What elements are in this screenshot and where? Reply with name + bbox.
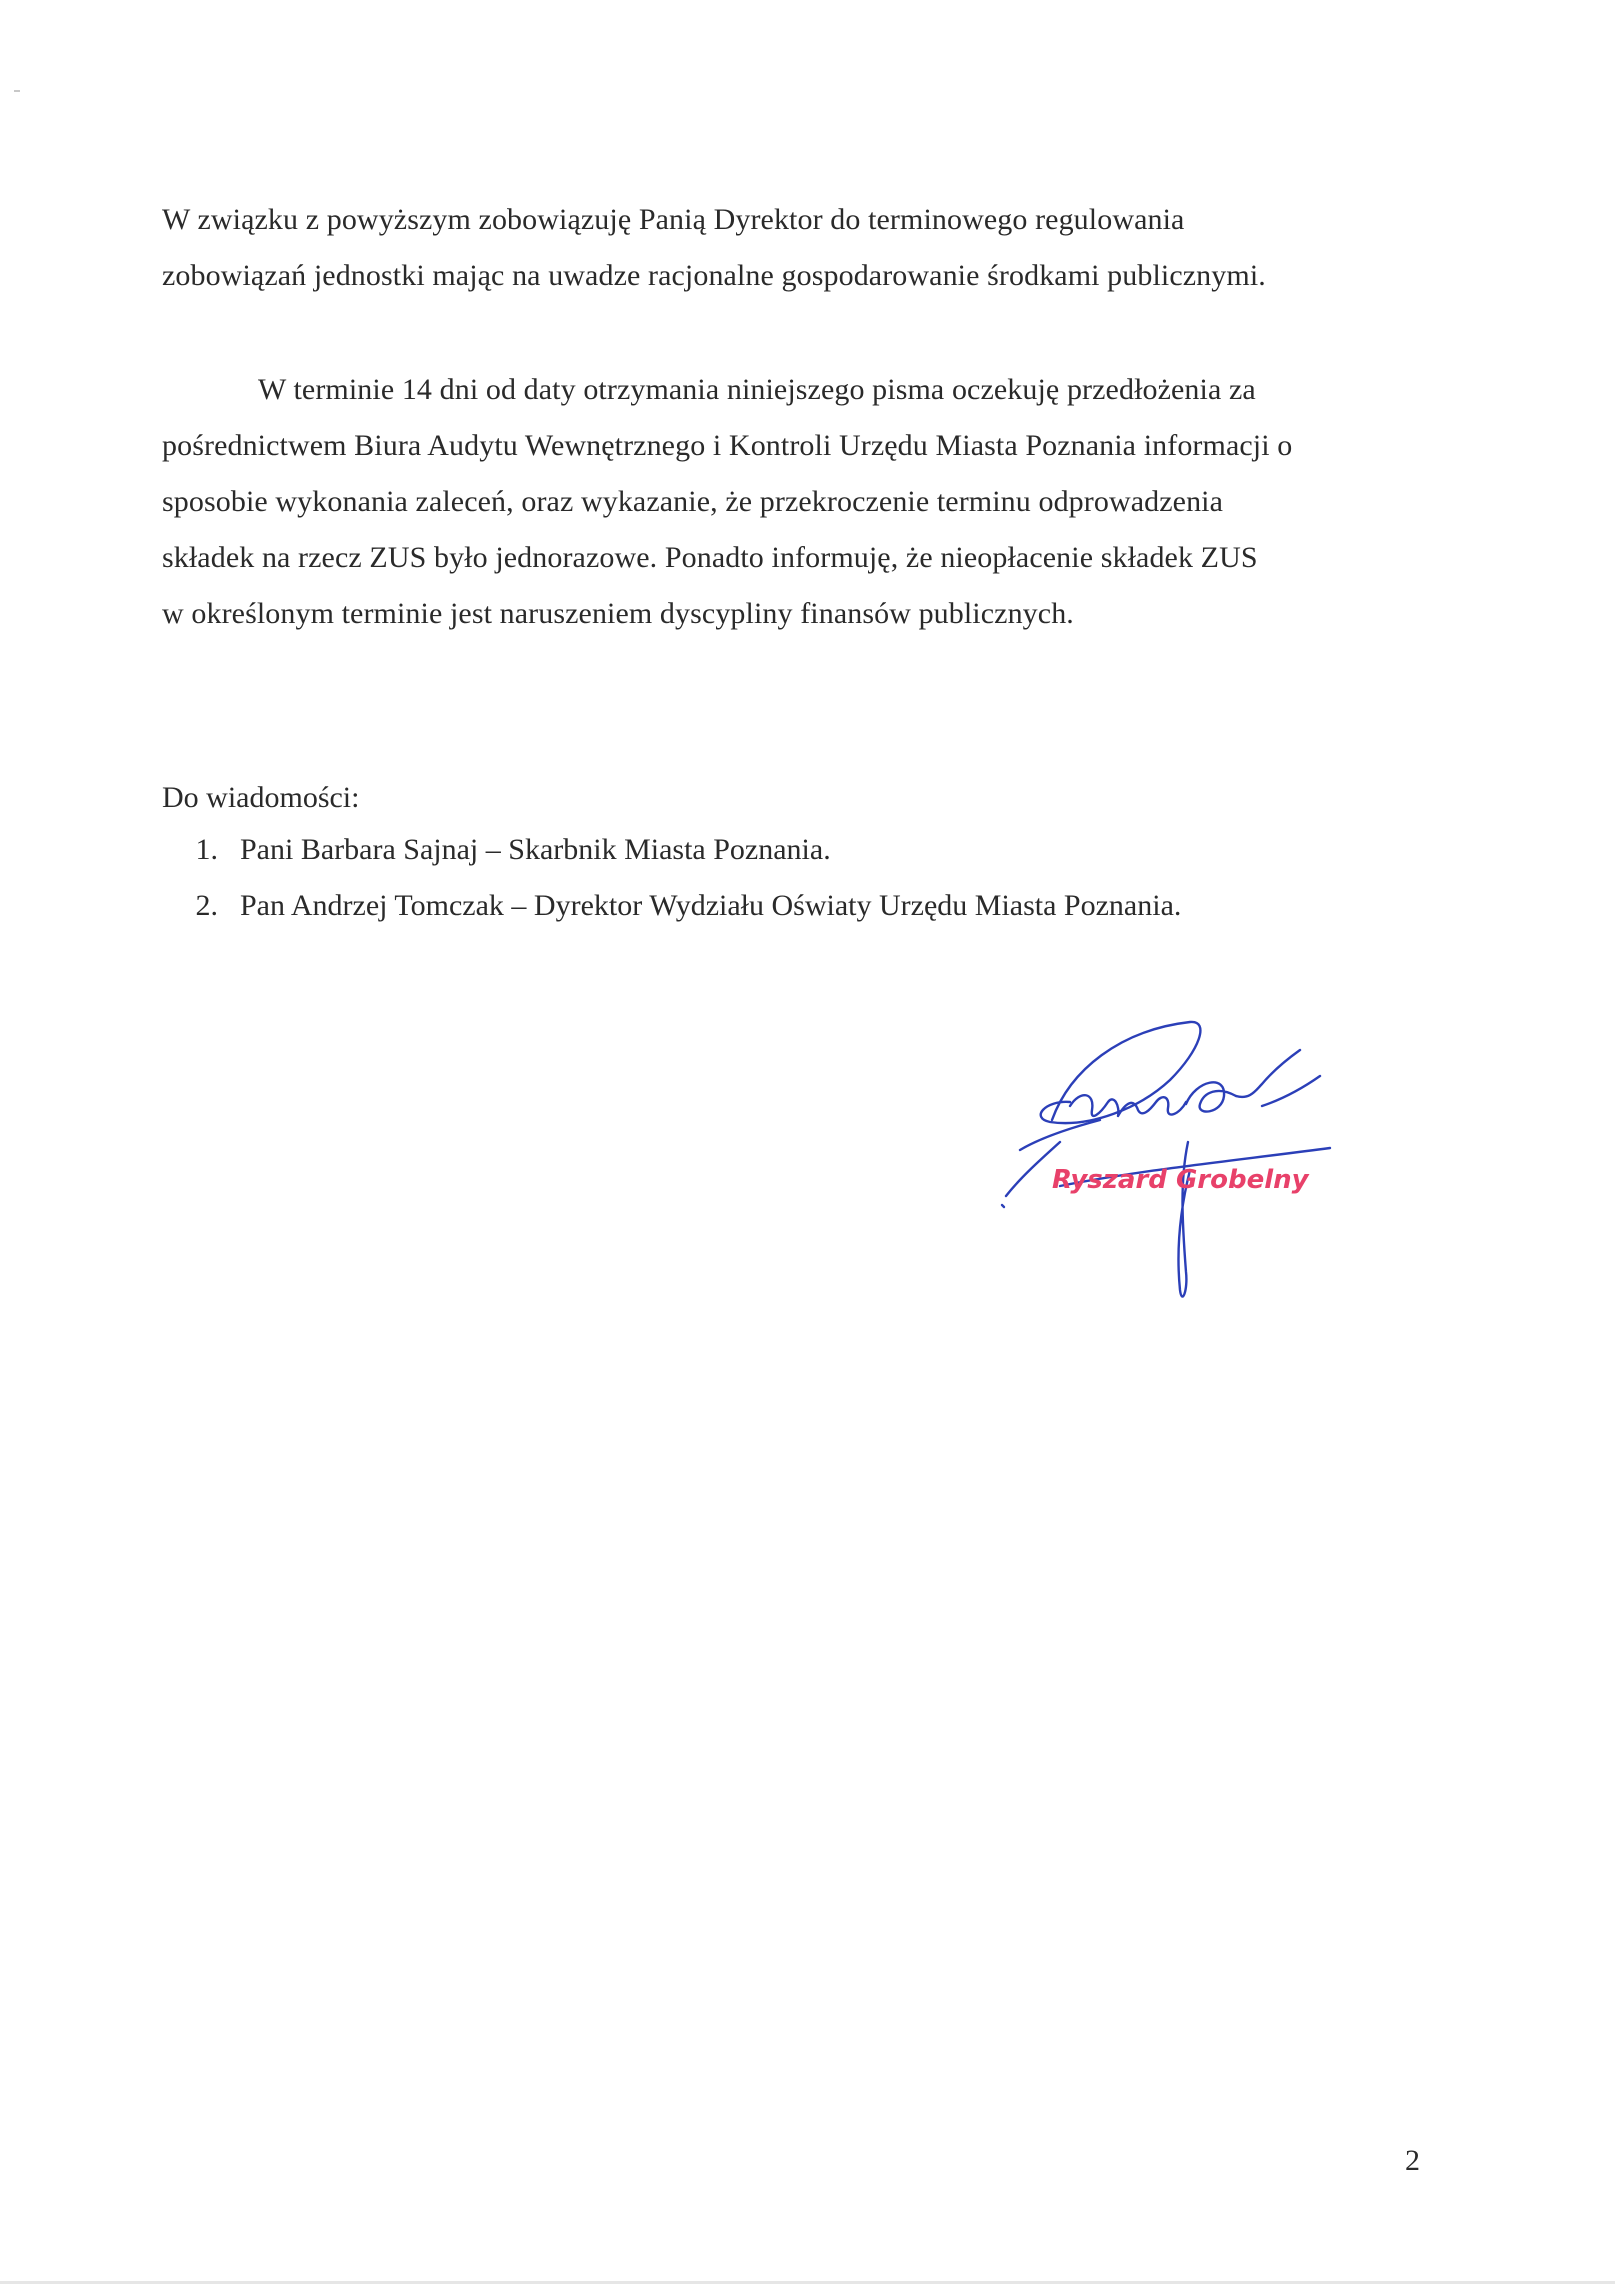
list-item-text: Pani Barbara Sajnaj – Skarbnik Miasta Poznania. <box>240 833 831 866</box>
paragraph-obligation <box>162 192 1432 304</box>
list-item <box>162 878 1181 934</box>
list-item <box>162 822 1181 878</box>
cc-heading: Do wiadomości: <box>162 781 360 814</box>
paragraph-line: W terminie 14 dni od daty otrzymania niniejszego pisma oczekuję przedłożenia za <box>258 373 1256 406</box>
paragraph-deadline <box>162 362 1432 642</box>
signature-block <box>1000 1010 1360 1310</box>
cc-list <box>162 822 1181 934</box>
paragraph-line: składek na rzecz ZUS było jednorazowe. Ponadto informuję, że nieopłacenie składek ZUS <box>162 541 1258 574</box>
paragraph-line: w określonym terminie jest naruszeniem dyscypliny finansów publicznych. <box>162 597 1074 630</box>
handwritten-signature <box>1000 1010 1360 1310</box>
paragraph-line: W związku z powyższym zobowiązuję Panią Dyrektor do terminowego regulowania <box>162 203 1185 236</box>
scan-edge-mark <box>14 90 20 92</box>
page-number: 2 <box>1405 2144 1420 2177</box>
list-item-text: Pan Andrzej Tomczak – Dyrektor Wydziału Oświaty Urzędu Miasta Poznania. <box>240 889 1182 922</box>
list-item-number: 2. <box>195 889 218 922</box>
stamp-name: Ryszard Grobelny <box>1052 1165 1309 1195</box>
paragraph-line: sposobie wykonania zaleceń, oraz wykazanie, że przekroczenie terminu odprowadzenia <box>162 485 1224 518</box>
list-item-number: 1. <box>195 833 218 866</box>
paragraph-line: pośrednictwem Biura Audytu Wewnętrznego i Kontroli Urzędu Miasta Poznania informacji o <box>162 429 1293 462</box>
scan-bottom-edge <box>0 2281 1615 2284</box>
signature-ink <box>1002 1022 1330 1297</box>
paragraph-line: zobowiązań jednostki mając na uwadze racjonalne gospodarowanie środkami publicznymi. <box>162 259 1266 292</box>
